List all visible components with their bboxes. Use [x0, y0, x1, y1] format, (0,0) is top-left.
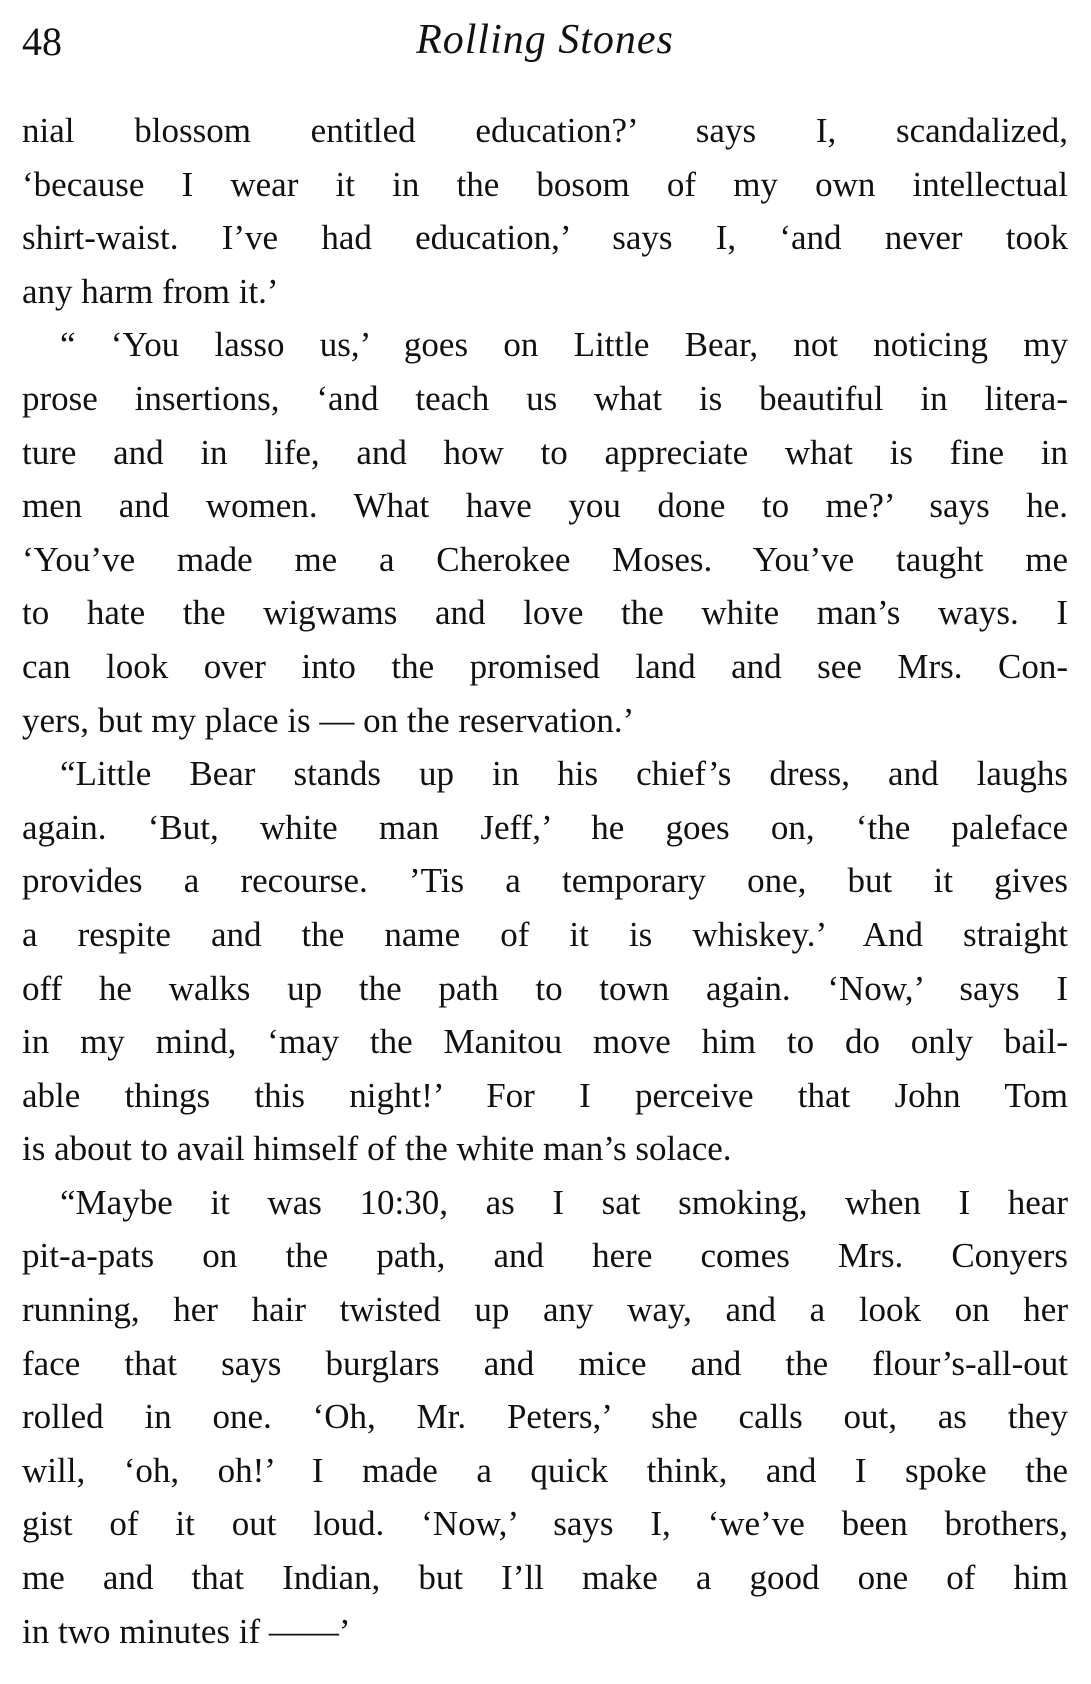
body-text — [22, 104, 1068, 1658]
text-line: a respite and the name of it is whiskey.’ And straight — [22, 914, 1068, 954]
text-line: “ ‘You lasso us,’ goes on Little Bear, not noticing my — [60, 325, 1068, 365]
text-line: running, her hair twisted up any way, and a look on her — [22, 1290, 1068, 1330]
text-line: provides a recourse. ’Tis a temporary one, but it gives — [22, 861, 1068, 901]
text-line: “Maybe it was 10:30, as I sat smoking, when I hear — [60, 1182, 1068, 1222]
text-line: ture and in life, and how to appreciate what is fine in — [22, 432, 1068, 472]
text-line: prose insertions, ‘and teach us what is beautiful in litera- — [22, 378, 1068, 418]
text-line: off he walks up the path to town again. ‘Now,’ says I — [22, 968, 1068, 1008]
text-line: shirt-waist. I’ve had education,’ says I, ‘and never took — [22, 218, 1068, 258]
text-line: is about to avail himself of the white man’s solace. — [22, 1129, 732, 1169]
text-line: pit-a-pats on the path, and here comes Mrs. Conyers — [22, 1236, 1068, 1276]
text-line: able things this night!’ For I perceive that John Tom — [22, 1075, 1068, 1115]
text-line: again. ‘But, white man Jeff,’ he goes on, ‘the paleface — [22, 807, 1068, 847]
text-line: gist of it out loud. ‘Now,’ says I, ‘we’ve been brothers, — [22, 1504, 1068, 1544]
text-line: in two minutes if ——’ — [22, 1611, 351, 1651]
text-line: me and that Indian, but I’ll make a good one of him — [22, 1558, 1068, 1598]
text-line: face that says burglars and mice and the flour’s-all-out — [22, 1343, 1068, 1383]
text-line: rolled in one. ‘Oh, Mr. Peters,’ she calls out, as they — [22, 1397, 1068, 1437]
book-page — [22, 14, 1068, 1658]
text-line: to hate the wigwams and love the white man’s ways. I — [22, 593, 1068, 633]
running-head — [22, 14, 1068, 76]
text-line: any harm from it.’ — [22, 271, 279, 311]
text-line: will, ‘oh, oh!’ I made a quick think, and I spoke the — [22, 1450, 1068, 1490]
text-line: nial blossom entitled education?’ says I, scandalized, — [22, 111, 1068, 150]
text-line: men and women. What have you done to me?’ says he. — [22, 486, 1068, 526]
running-title: Rolling Stones — [416, 17, 674, 63]
text-line: can look over into the promised land and see Mrs. Con- — [22, 646, 1068, 686]
page-number: 48 — [22, 19, 62, 64]
text-line: “Little Bear stands up in his chief’s dress, and laughs — [60, 754, 1068, 794]
text-line: ‘You’ve made me a Cherokee Moses. You’ve taught me — [22, 539, 1068, 579]
text-line: ‘because I wear it in the bosom of my own intellectual — [22, 164, 1068, 204]
text-line: in my mind, ‘may the Manitou move him to do only bail- — [22, 1022, 1068, 1062]
text-line: yers, but my place is — on the reservation.’ — [22, 700, 635, 740]
